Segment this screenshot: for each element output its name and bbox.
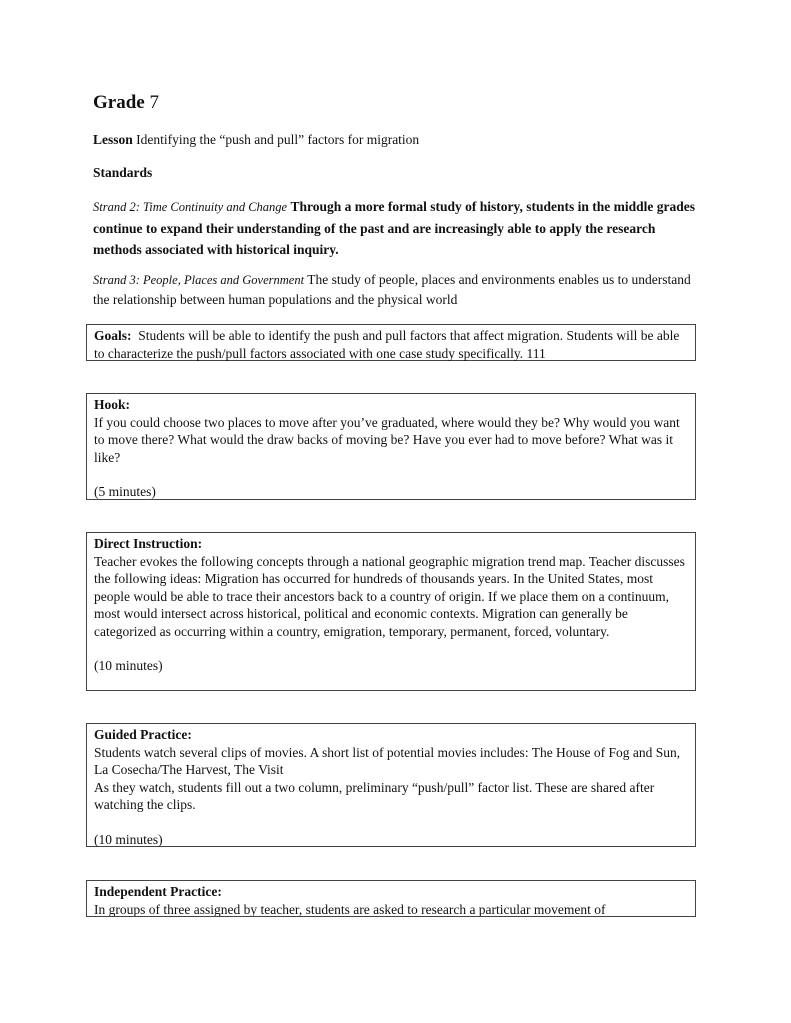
strand-3-text: The study of people, places and environments enables us to understand the relationship between human populations and the physical world (93, 272, 691, 307)
direct-instruction-time: (10 minutes) (94, 658, 163, 673)
direct-instruction-box (86, 532, 696, 691)
hook-box (86, 393, 696, 500)
grade-value: 7 (149, 92, 159, 113)
goals-text: Students will be able to identify the push and pull factors that affect migration. Students will be able to characterize the push/pull factors associated with one case study specifically. 111 (94, 328, 680, 361)
grade-heading (93, 92, 159, 114)
lesson-label: Lesson (93, 132, 133, 147)
lesson-line (93, 132, 419, 148)
goals-box (86, 324, 696, 361)
independent-practice-heading: Independent Practice: (94, 884, 222, 899)
guided-practice-heading: Guided Practice: (94, 727, 192, 742)
direct-instruction-text: Teacher evokes the following concepts through a national geographic migration trend map. Teacher discusses the following ideas: Migration has occurred for hundreds of thousands years. In the United States, most people would be able to trace their ancestors back to a country of origin. If we place them on a continuum, most would intersect across historical, political and economic contexts. Migration can generally be categorized as occurring within a country, emigration, temporary, permanent, forced, voluntary. (94, 553, 685, 639)
hook-time: (5 minutes) (94, 484, 156, 499)
hook-text: If you could choose two places to move after you’ve graduated, where would they be? Why would you want to move there? What would the draw backs of moving be? Have you ever had to move before? What was it like? (94, 414, 680, 465)
strand-2-text: Through a more formal study of history, students in the middle grades continue to expand their understanding of the past and are increasingly able to apply the research methods associated with historical inquiry. (93, 199, 696, 257)
guided-practice-box (86, 723, 696, 847)
lesson-text: Identifying the “push and pull” factors for migration (136, 132, 420, 147)
strand-2-title: Strand 2: Time Continuity and Change (93, 200, 288, 214)
hook-heading: Hook: (94, 397, 131, 412)
standards-heading: Standards (93, 165, 153, 180)
strand-2-paragraph (93, 196, 703, 260)
grade-label: Grade (93, 92, 145, 113)
strand-3-paragraph (93, 270, 703, 310)
guided-practice-text-2: As they watch, students fill out a two column, preliminary “push/pull” factor list. These are shared after watching the clips. (94, 779, 655, 812)
direct-instruction-heading: Direct Instruction: (94, 536, 203, 551)
goals-label: Goals: (94, 328, 132, 343)
strand-3-title: Strand 3: People, Places and Government (93, 273, 305, 287)
independent-practice-box (86, 880, 696, 917)
guided-practice-time: (10 minutes) (94, 831, 163, 847)
independent-practice-text: In groups of three assigned by teacher, students are asked to research a particular movement of (94, 901, 606, 917)
guided-practice-text-1: Students watch several clips of movies. A short list of potential movies includes: The House of Fog and Sun, La Cosecha/The Harvest, The Visit (94, 744, 681, 777)
